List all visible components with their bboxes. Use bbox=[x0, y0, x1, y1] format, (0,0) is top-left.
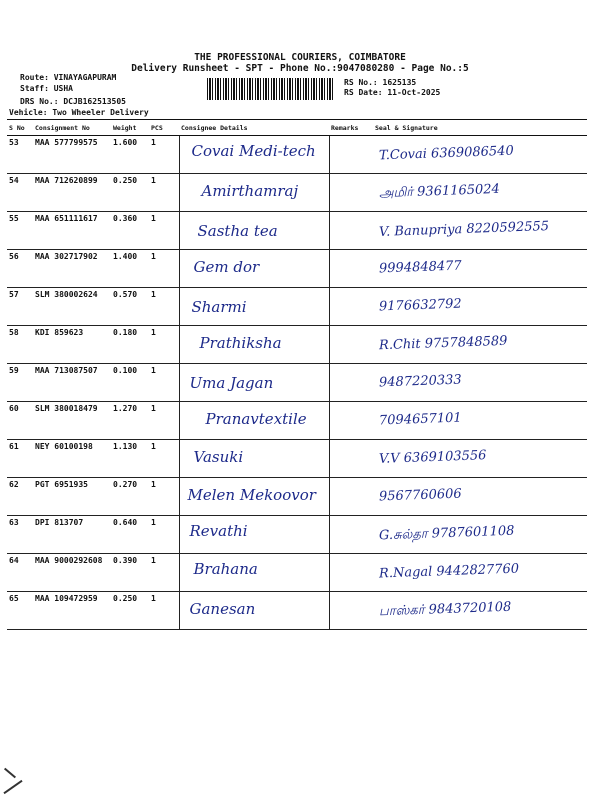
signature-cell bbox=[373, 326, 587, 364]
consignee-handwriting: Uma Jagan bbox=[189, 374, 274, 392]
remarks-cell bbox=[329, 402, 373, 440]
signature-handwriting: R.Nagal 9442827760 bbox=[378, 561, 520, 582]
rs-date: RS Date: 11-Oct-2025 bbox=[344, 88, 441, 97]
pcs-cell: 1 bbox=[149, 592, 179, 630]
signature-handwriting: 9487220333 bbox=[378, 372, 462, 391]
sno-cell: 63 bbox=[7, 516, 33, 554]
weight-cell: 0.270 bbox=[111, 478, 149, 516]
vehicle-label: Vehicle: Two Wheeler Delivery bbox=[9, 108, 149, 117]
pcs-cell: 1 bbox=[149, 402, 179, 440]
consignment-cell: SLM 380018479 bbox=[33, 402, 111, 440]
consignee-handwriting: Sastha tea bbox=[197, 222, 278, 240]
weight-cell: 0.360 bbox=[111, 212, 149, 250]
consignment-cell: KDI 859623 bbox=[33, 326, 111, 364]
weight-cell: 0.640 bbox=[111, 516, 149, 554]
pcs-cell: 1 bbox=[149, 554, 179, 592]
staff-label: Staff: USHA bbox=[20, 84, 73, 93]
table-row bbox=[7, 554, 587, 592]
signature-handwriting: 9567760606 bbox=[378, 486, 462, 505]
runsheet-subtitle: Delivery Runsheet - SPT - Phone No.:9047080280 - Page No.:5 bbox=[131, 63, 469, 74]
remarks-cell bbox=[329, 174, 373, 212]
pcs-cell: 1 bbox=[149, 478, 179, 516]
table-header-row bbox=[7, 120, 587, 136]
sno-cell: 65 bbox=[7, 592, 33, 630]
consignee-cell bbox=[179, 174, 329, 212]
signature-handwriting: 9176632792 bbox=[378, 296, 462, 315]
remarks-cell bbox=[329, 478, 373, 516]
consignee-cell bbox=[179, 288, 329, 326]
table-row bbox=[7, 592, 587, 630]
consignment-cell: MAA 577799575 bbox=[33, 136, 111, 174]
consignment-cell: PGT 6951935 bbox=[33, 478, 111, 516]
runsheet-table bbox=[7, 119, 587, 630]
col-signature: Seal & Signature bbox=[373, 120, 587, 136]
weight-cell: 1.600 bbox=[111, 136, 149, 174]
sno-cell: 62 bbox=[7, 478, 33, 516]
route-label: Route: VINAYAGAPURAM bbox=[20, 73, 117, 82]
consignee-handwriting: Revathi bbox=[189, 522, 248, 540]
weight-cell: 1.270 bbox=[111, 402, 149, 440]
consignee-handwriting: Brahana bbox=[193, 560, 258, 578]
signature-cell bbox=[373, 136, 587, 174]
pcs-cell: 1 bbox=[149, 440, 179, 478]
consignee-handwriting: Vasuki bbox=[193, 448, 244, 466]
pen-mark bbox=[4, 768, 16, 779]
consignee-cell bbox=[179, 554, 329, 592]
sno-cell: 61 bbox=[7, 440, 33, 478]
signature-handwriting: 9994848477 bbox=[378, 258, 462, 277]
signature-cell bbox=[373, 212, 587, 250]
table-row bbox=[7, 250, 587, 288]
weight-cell: 1.400 bbox=[111, 250, 149, 288]
table-row bbox=[7, 288, 587, 326]
signature-handwriting: அமிர் 9361165024 bbox=[378, 181, 501, 202]
signature-cell bbox=[373, 402, 587, 440]
signature-cell bbox=[373, 174, 587, 212]
signature-handwriting: R.Chit 9757848589 bbox=[378, 333, 508, 354]
remarks-cell bbox=[329, 326, 373, 364]
consignee-cell bbox=[179, 592, 329, 630]
pcs-cell: 1 bbox=[149, 212, 179, 250]
remarks-cell bbox=[329, 554, 373, 592]
pen-mark bbox=[3, 780, 22, 794]
consignee-handwriting: Prathiksha bbox=[199, 334, 282, 352]
consignee-cell bbox=[179, 250, 329, 288]
weight-cell: 0.570 bbox=[111, 288, 149, 326]
table-row bbox=[7, 402, 587, 440]
pcs-cell: 1 bbox=[149, 516, 179, 554]
signature-cell bbox=[373, 364, 587, 402]
sno-cell: 64 bbox=[7, 554, 33, 592]
signature-handwriting: V.V 6369103556 bbox=[378, 448, 487, 467]
pcs-cell: 1 bbox=[149, 174, 179, 212]
rs-number: RS No.: 1625135 bbox=[344, 78, 417, 87]
sno-cell: 60 bbox=[7, 402, 33, 440]
signature-handwriting: V. Banupriya 8220592555 bbox=[378, 219, 550, 240]
consignee-cell bbox=[179, 516, 329, 554]
consignment-cell: DPI 813707 bbox=[33, 516, 111, 554]
weight-cell: 0.100 bbox=[111, 364, 149, 402]
table-row bbox=[7, 364, 587, 402]
signature-handwriting: பாஸ்கர் 9843720108 bbox=[378, 599, 512, 620]
consignment-cell: MAA 651111617 bbox=[33, 212, 111, 250]
consignee-cell bbox=[179, 136, 329, 174]
remarks-cell bbox=[329, 364, 373, 402]
table-row bbox=[7, 326, 587, 364]
signature-cell bbox=[373, 440, 587, 478]
pcs-cell: 1 bbox=[149, 136, 179, 174]
col-consignee: Consignee Details bbox=[179, 120, 329, 136]
remarks-cell bbox=[329, 440, 373, 478]
sno-cell: 58 bbox=[7, 326, 33, 364]
signature-handwriting: G.சுல்தா 9787601108 bbox=[378, 523, 515, 544]
consignee-handwriting: Melen Mekoovor bbox=[187, 486, 316, 504]
consignee-handwriting: Ganesan bbox=[189, 600, 256, 618]
signature-cell bbox=[373, 250, 587, 288]
sno-cell: 54 bbox=[7, 174, 33, 212]
consignee-cell bbox=[179, 364, 329, 402]
consignment-cell: NEY 60100198 bbox=[33, 440, 111, 478]
signature-cell bbox=[373, 478, 587, 516]
signature-handwriting: 7094657101 bbox=[378, 410, 462, 429]
col-pcs: PCS bbox=[149, 120, 179, 136]
sno-cell: 55 bbox=[7, 212, 33, 250]
weight-cell: 0.250 bbox=[111, 174, 149, 212]
weight-cell: 0.250 bbox=[111, 592, 149, 630]
consignee-cell bbox=[179, 402, 329, 440]
consignment-cell: MAA 302717902 bbox=[33, 250, 111, 288]
table-row bbox=[7, 136, 587, 174]
consignee-handwriting: Gem dor bbox=[193, 258, 260, 276]
sno-cell: 59 bbox=[7, 364, 33, 402]
remarks-cell bbox=[329, 212, 373, 250]
consignee-handwriting: Sharmi bbox=[191, 298, 247, 316]
company-title: THE PROFESSIONAL COURIERS, COIMBATORE bbox=[194, 52, 406, 63]
remarks-cell bbox=[329, 250, 373, 288]
signature-cell bbox=[373, 592, 587, 630]
weight-cell: 1.130 bbox=[111, 440, 149, 478]
consignment-cell: SLM 380002624 bbox=[33, 288, 111, 326]
col-consignment: Consignment No bbox=[33, 120, 111, 136]
consignment-cell: MAA 713087507 bbox=[33, 364, 111, 402]
pcs-cell: 1 bbox=[149, 326, 179, 364]
signature-handwriting: T.Covai 6369086540 bbox=[378, 143, 514, 164]
consignee-handwriting: Amirthamraj bbox=[201, 182, 299, 200]
consignee-cell bbox=[179, 478, 329, 516]
consignee-handwriting: Covai Medi-tech bbox=[191, 142, 316, 160]
table-row bbox=[7, 516, 587, 554]
sno-cell: 53 bbox=[7, 136, 33, 174]
pcs-cell: 1 bbox=[149, 364, 179, 402]
barcode bbox=[207, 78, 335, 100]
pcs-cell: 1 bbox=[149, 250, 179, 288]
drs-number: DRS No.: DCJB162513505 bbox=[20, 97, 126, 106]
table-row bbox=[7, 478, 587, 516]
signature-cell bbox=[373, 516, 587, 554]
col-remarks: Remarks bbox=[329, 120, 373, 136]
col-weight: Weight bbox=[111, 120, 149, 136]
pcs-cell: 1 bbox=[149, 288, 179, 326]
consignee-cell bbox=[179, 326, 329, 364]
table-row bbox=[7, 440, 587, 478]
consignee-cell bbox=[179, 212, 329, 250]
table-row bbox=[7, 212, 587, 250]
consignee-cell bbox=[179, 440, 329, 478]
remarks-cell bbox=[329, 136, 373, 174]
remarks-cell bbox=[329, 592, 373, 630]
consignment-cell: MAA 109472959 bbox=[33, 592, 111, 630]
consignment-cell: MAA 712620899 bbox=[33, 174, 111, 212]
weight-cell: 0.180 bbox=[111, 326, 149, 364]
col-sno: S No bbox=[7, 120, 33, 136]
consignee-handwriting: Pranavtextile bbox=[205, 410, 307, 428]
signature-cell bbox=[373, 554, 587, 592]
sno-cell: 57 bbox=[7, 288, 33, 326]
weight-cell: 0.390 bbox=[111, 554, 149, 592]
signature-cell bbox=[373, 288, 587, 326]
table-row bbox=[7, 174, 587, 212]
remarks-cell bbox=[329, 288, 373, 326]
sno-cell: 56 bbox=[7, 250, 33, 288]
remarks-cell bbox=[329, 516, 373, 554]
consignment-cell: MAA 9000292608 bbox=[33, 554, 111, 592]
